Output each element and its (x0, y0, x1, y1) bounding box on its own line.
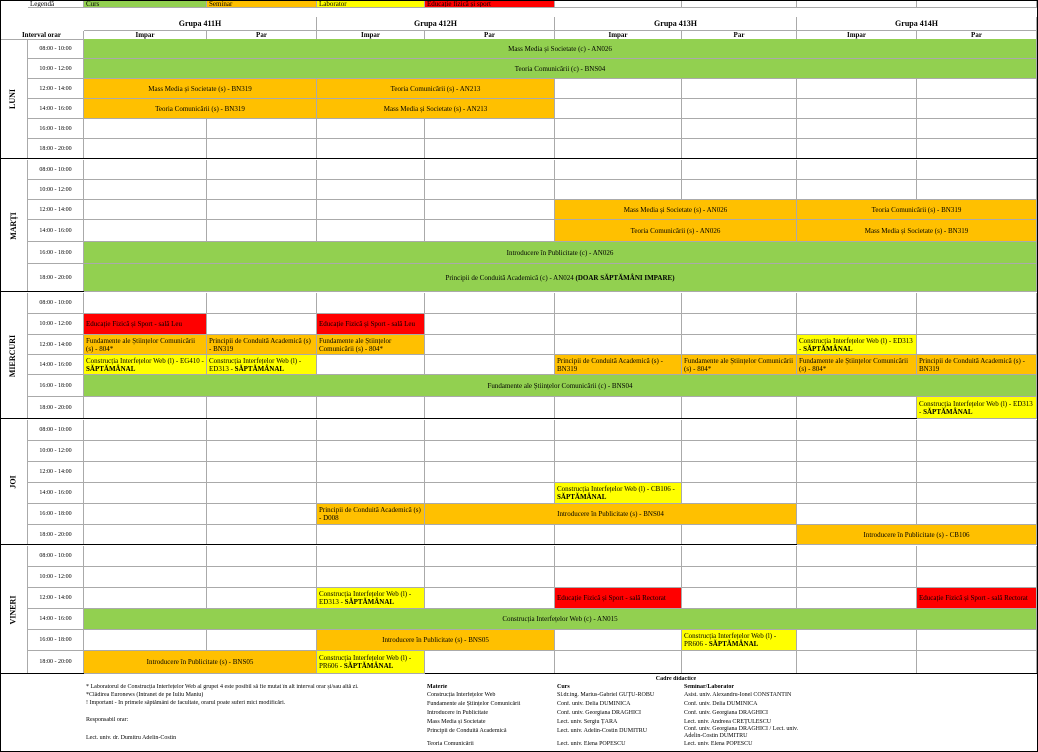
class-cell-part: Fundamente ale Științelor Comunicării (c) - BNS04 (487, 381, 633, 390)
class-cell-part: Mass Media și Societate (s) - AN213 (383, 104, 488, 113)
class-cell-part: Introducere în Publicitate (s) - CB106 (863, 530, 970, 539)
group-header: Grupa 411H (84, 17, 317, 31)
interval-header: Interval orar (0, 31, 84, 40)
staff-cell: Sl.dr.ing. Marius-Gabriel GUȚU-ROBU (557, 692, 655, 698)
staff-cell: Lect. univ. Sergiu ȚÂRA (557, 719, 618, 725)
class-cell-part: Educație Fizică și Sport - sală Leu (86, 320, 183, 328)
time-slot: 10:00 - 12:00 (28, 59, 84, 79)
week-header: Par (207, 31, 317, 40)
time-slot: 14:00 - 16:00 (28, 483, 84, 504)
responsible-name: Lect. univ. dr. Dumitru Adelin-Costin (86, 735, 177, 741)
group-header: Grupa 413H (555, 17, 797, 31)
staff-cell: Conf. univ. Delia DUMINICĂ (684, 701, 758, 707)
staff-cell: Conf. univ. Georgiana DRĂGHICI (684, 710, 768, 716)
class-cell-part: Mass Media și Societate (s) - BN319 (148, 84, 252, 93)
staff-cell: Lect. univ. Elena POPESCU (557, 741, 626, 747)
responsible-label: Responsabil orar: (86, 717, 129, 723)
time-slot: 16:00 - 18:00 (28, 504, 84, 525)
time-slot: 08:00 - 10:00 (28, 39, 84, 59)
day-label-text: JOI (8, 475, 18, 489)
class-cell-part: Construcția Interfețelor Web (l) - PR606 - (684, 632, 777, 648)
class-cell-part: Construcția Interfețelor Web (l) - PR606 - (319, 654, 412, 670)
time-slot: 16:00 - 18:00 (28, 242, 84, 264)
legend-title: Legendă (28, 0, 84, 8)
class-cell-emphasis: SĂPTĂMÂNAL (803, 344, 853, 353)
legend-item-seminar: Seminar (207, 0, 317, 8)
time-slot: 16:00 - 18:00 (28, 375, 84, 397)
time-slot: 10:00 - 12:00 (28, 314, 84, 335)
class-cell-part: Fundamente ale Științelor Comunicării (s) - 804* (799, 356, 909, 373)
staff-cell: Fundamente ale Științelor Comunicării (427, 701, 521, 707)
class-cell-part: Principii de Conduită Academică (s) - BN319 (209, 336, 311, 353)
time-slot: 12:00 - 14:00 (28, 462, 84, 483)
week-header: Par (425, 31, 555, 40)
class-cell-part: Introducere în Publicitate (s) - BNS05 (146, 658, 254, 666)
time-slot: 18:00 - 20:00 (28, 264, 84, 292)
class-cell-part: Principii de Conduită Academică (s) - BN319 (919, 356, 1025, 373)
class-cell-emphasis: SĂPTĂMÂNAL (344, 598, 395, 606)
staff-cell: Principii de Conduită Academică (427, 728, 507, 734)
class-cell-emphasis: SĂPTĂMÂNAL (234, 364, 285, 373)
staff-cell: Conf. univ. Georgiana DRĂGHICI (557, 710, 641, 716)
day-label-text: MIERCURI (8, 334, 18, 377)
time-slot: 14:00 - 16:00 (28, 220, 84, 242)
legend-item-laborator: Laborator (317, 0, 425, 8)
class-cell-part: Mass Media și Societate (c) - AN026 (508, 44, 612, 53)
class-cell-part: Fundamente ale Științelor Comunicării (s) - 804* (319, 336, 392, 353)
class-cell-part: Teoria Comunicării (s) - AN213 (390, 84, 481, 93)
class-cell-part: Teoria Comunicării (s) - BN319 (871, 205, 962, 214)
class-cell-part: Construcția Interfețelor Web (c) - AN015 (502, 615, 618, 623)
legend-item-sport: Educație fizică și sport (425, 0, 555, 8)
class-cell-part: Principii de Conduită Academică (c) - AN024 (445, 273, 576, 282)
time-slot: 10:00 - 12:00 (28, 567, 84, 588)
footer-note: *Clădirea Euronews (Intranet de pe Iuliu Maniu) (86, 692, 204, 698)
time-slot: 14:00 - 16:00 (28, 609, 84, 630)
staff-cell: Lect. univ. Adelin-Costin DUMITRU (557, 728, 648, 734)
class-cell-part: Mass Media și Societate (s) - BN319 (864, 226, 969, 235)
staff-cell: Conf. univ. Georgiana DRĂGHICI / Lect. univ. Adelin-Costin DUMITRU (684, 726, 799, 739)
time-slot: 12:00 - 14:00 (28, 200, 84, 220)
class-cell-part: Principii de Conduită Academică (s) - BN319 (557, 356, 663, 373)
time-slot: 10:00 - 12:00 (28, 441, 84, 462)
group-header: Grupa 414H (797, 17, 1037, 31)
time-slot: 16:00 - 18:00 (28, 630, 84, 651)
cadre-title: Cadre didactice (655, 676, 697, 682)
time-slot: 18:00 - 20:00 (28, 651, 84, 674)
time-slot: 10:00 - 12:00 (28, 180, 84, 200)
staff-cell: Conf. univ. Delia DUMINICĂ (557, 701, 631, 707)
time-slot: 18:00 - 20:00 (28, 139, 84, 159)
class-cell-part: Teoria Comunicării (c) - BNS04 (514, 64, 606, 73)
class-cell-part: Introducere în Publicitate (s) - BNS05 (382, 636, 489, 644)
class-cell-part: Construcția Interfețelor Web (l) - ED313 - (319, 590, 412, 606)
time-slot: 16:00 - 18:00 (28, 119, 84, 139)
week-header: Par (682, 31, 797, 40)
time-slot: 08:00 - 10:00 (28, 293, 84, 314)
class-cell-emphasis: SĂPTĂMÂNAL (557, 493, 607, 501)
time-slot: 14:00 - 16:00 (28, 355, 84, 375)
class-cell-part: Teoria Comunicării (s) - AN026 (630, 226, 721, 235)
time-slot: 18:00 - 20:00 (28, 525, 84, 545)
class-cell-part: Principii de Conduită Academică (s) - D008 (319, 506, 421, 522)
day-label-text: VINERI (8, 595, 18, 624)
week-header: Impar (555, 31, 682, 40)
class-cell-part: Construcția Interfețelor Web (l) - ED313 - (919, 399, 1033, 416)
group-header: Grupa 412H (317, 17, 555, 31)
week-header: Impar (84, 31, 207, 40)
time-slot: 12:00 - 14:00 (28, 79, 84, 99)
class-cell-part: Fundamente ale Științelor Comunicării (s) - 804* (86, 336, 196, 353)
staff-cell: Mass Media și Societate (427, 719, 486, 725)
staff-cell: Construcția Interfețelor Web (427, 692, 496, 698)
week-header: Impar (317, 31, 425, 40)
day-label-text: MARȚI (8, 211, 18, 240)
staff-cell: Teoria Comunicării (427, 741, 474, 747)
class-cell-emphasis: SĂPTĂMÂNAL (343, 662, 394, 670)
class-cell-part: Construcția Interfețelor Web (l) - ED313 - (209, 356, 302, 373)
staff-cell: Introducere în Publicitate (427, 710, 488, 716)
staff-cell: Lect. univ. Elena POPESCU (684, 741, 753, 747)
class-cell-part: Construcția Interfețelor Web (l) - ED313 - (799, 336, 913, 353)
class-cell-part: Construcția Interfețelor Web (l) - EG410 - (86, 356, 204, 365)
class-cell-part: Introducere în Publicitate (c) - AN026 (506, 248, 614, 257)
class-cell-part: Construcția Interfețelor Web (l) - CB106 - (557, 485, 675, 493)
time-slot: 08:00 - 10:00 (28, 160, 84, 180)
time-slot: 08:00 - 10:00 (28, 546, 84, 567)
class-cell-emphasis: SĂPTĂMÂNAL (708, 640, 759, 648)
class-cell-part: Fundamente ale Științelor Comunicării (s) - 804* (684, 356, 794, 373)
day-label-text: LUNI (8, 88, 18, 109)
staff-column-header: Seminar/Laborator (684, 684, 734, 690)
time-slot: 14:00 - 16:00 (28, 99, 84, 119)
staff-cell: Asist. univ. Alexandru-Ionel CONSTANTIN (684, 692, 792, 698)
class-cell-part: Educație Fizică și Sport - sală Rectorat (919, 594, 1028, 602)
time-slot: 08:00 - 10:00 (28, 420, 84, 441)
class-cell-emphasis: SĂPTĂMÂNAL (86, 364, 136, 373)
staff-cell: Lect. univ. Andreea CREȚULESCU (684, 719, 772, 725)
class-cell-emphasis: (DOAR SĂPTĂMÂNI IMPARE) (575, 273, 675, 282)
week-header: Par (917, 31, 1037, 40)
time-slot: 12:00 - 14:00 (28, 335, 84, 355)
staff-column-header: Curs (557, 684, 570, 690)
staff-column-header: Materie (427, 684, 448, 690)
class-cell-part: Introducere în Publicitate (s) - BNS04 (557, 510, 664, 518)
legend-item-curs: Curs (84, 0, 207, 8)
week-header: Impar (797, 31, 917, 40)
time-slot: 12:00 - 14:00 (28, 588, 84, 609)
footer-note: * Laboratorul de Construcția Interfețelor Web al grupei 4 este posibil să fie mutat în alt interval orar și/sau altă zi. (86, 684, 359, 690)
footer-note: ! Important - În primele săptămâni de facultate, orarul poate suferi mici modificări. (86, 700, 286, 706)
class-cell-part: Mass Media și Societate (s) - AN026 (623, 205, 728, 214)
class-cell-part: Educație Fizică și Sport - sală Leu (319, 320, 416, 328)
class-cell-part: Teoria Comunicării (s) - BN319 (155, 104, 245, 113)
time-slot: 18:00 - 20:00 (28, 397, 84, 419)
class-cell-part: Educație Fizică și Sport - sală Rectorat (557, 594, 666, 602)
class-cell-emphasis: SĂPTĂMÂNAL (923, 407, 973, 416)
